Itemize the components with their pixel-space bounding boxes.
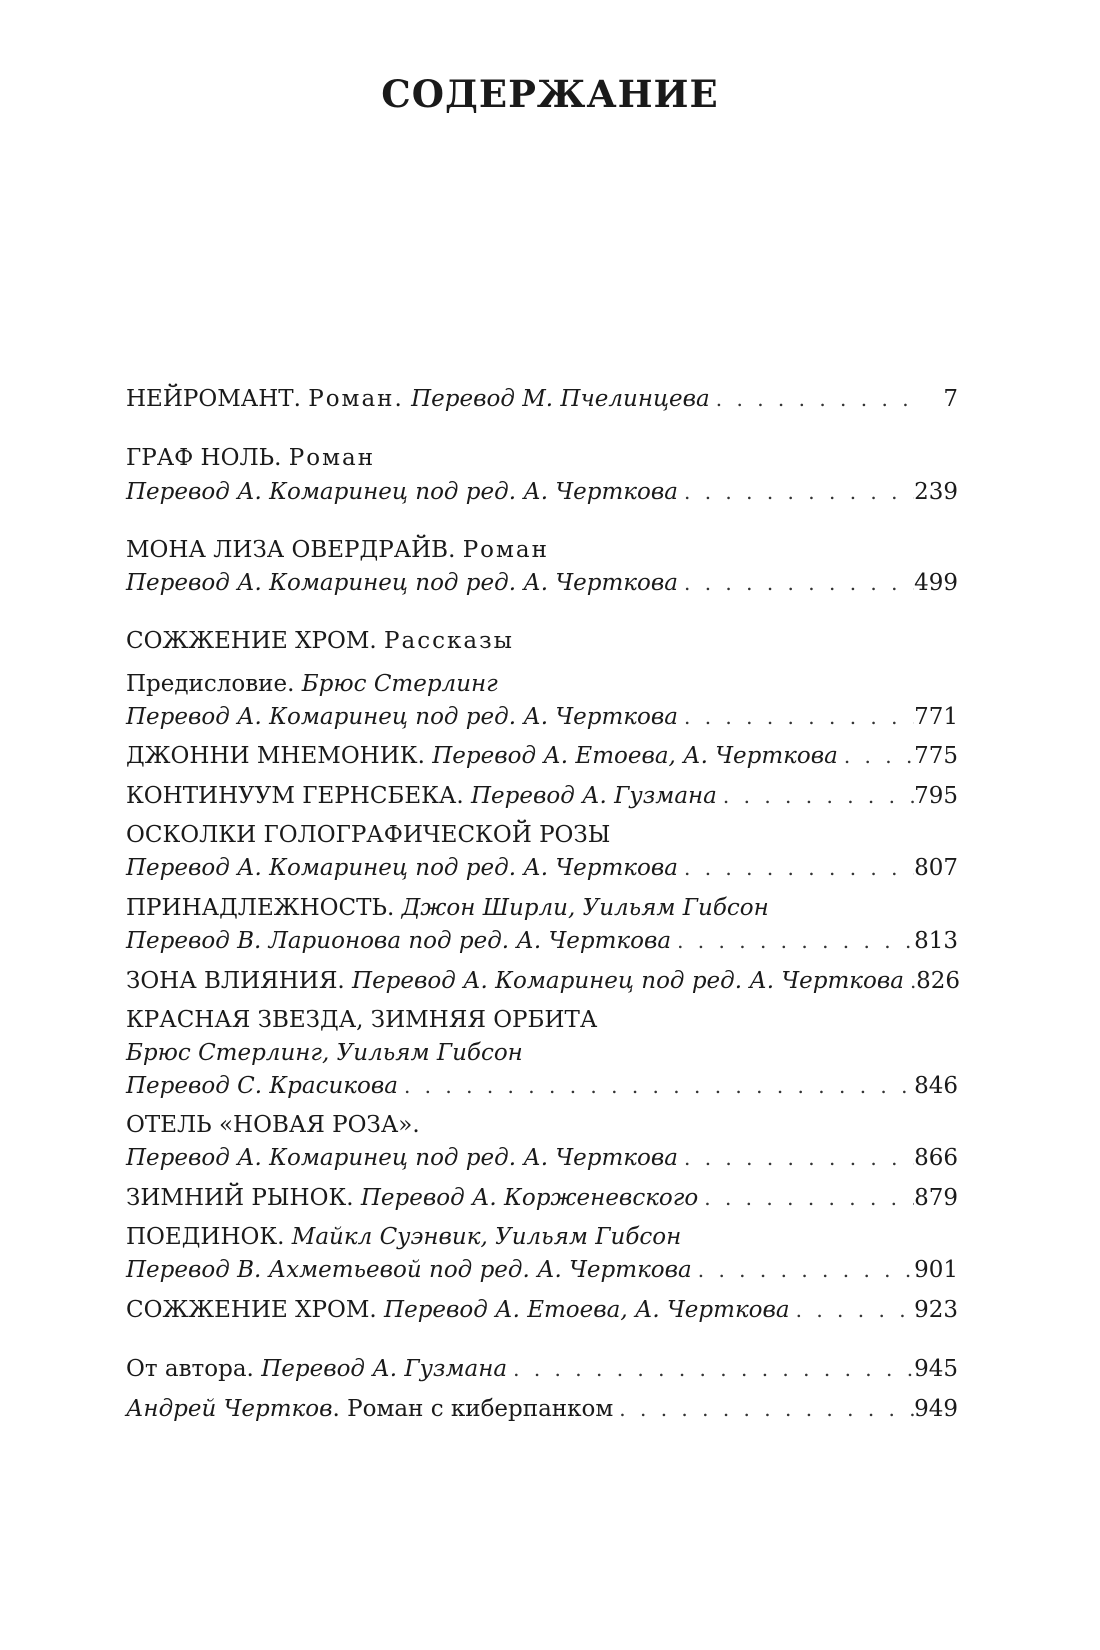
page-number: 7 (943, 386, 958, 412)
entry-translator: Перевод С. Красикова (126, 1073, 398, 1099)
toc-entry-burning-chrome[interactable] (126, 1294, 958, 1326)
page-number: 901 (914, 1257, 958, 1283)
toc-entry-count-zero[interactable] (126, 476, 958, 508)
dot-leader (710, 383, 914, 415)
dot-leader (613, 1393, 914, 1425)
toc-entry-heading (126, 1221, 958, 1253)
entry-title: Предисловие. (126, 671, 295, 697)
dot-leader (698, 1182, 914, 1214)
dot-leader (507, 1353, 914, 1385)
dot-leader (678, 701, 914, 733)
page-number: 866 (914, 1145, 958, 1171)
page-number: 923 (914, 1297, 958, 1323)
page-number: 826 (916, 968, 960, 994)
toc-entry-hologram-rose[interactable] (126, 852, 958, 884)
entry-title: НЕЙРОМАНТ. (126, 386, 301, 412)
dot-leader (398, 1070, 914, 1102)
entry-translator: Перевод А. Комаринец под ред. А. Черткова (126, 479, 678, 505)
entry-translator: Перевод А. Гузмана (470, 783, 717, 809)
dot-leader (678, 476, 914, 508)
entry-kind: Роман (462, 537, 549, 563)
toc-entry-heading (126, 534, 958, 566)
page-title: СОДЕРЖАНИЕ (381, 72, 719, 116)
dot-leader (678, 1142, 914, 1174)
page-number: 795 (914, 783, 958, 809)
page-number: 239 (914, 479, 958, 505)
entry-title: СОЖЖЕНИЕ ХРОМ. (126, 628, 377, 654)
entry-author: Андрей Чертков (126, 1396, 333, 1422)
entry-title: СОЖЖЕНИЕ ХРОМ. (126, 1297, 377, 1323)
entry-translator: Перевод А. Комаринец под ред. А. Черткова (126, 1145, 678, 1171)
toc-entry-preface[interactable] (126, 701, 958, 733)
dot-leader (790, 1294, 914, 1326)
toc-entry-heading (126, 668, 958, 700)
toc-entry-heading (126, 442, 958, 474)
entry-translator: Перевод А. Корженевского (360, 1185, 699, 1211)
toc-entry-new-rose[interactable] (126, 1142, 958, 1174)
entry-author: Брюс Стерлинг (301, 671, 498, 697)
page-number: 949 (914, 1396, 958, 1422)
toc-entry-heading (126, 819, 958, 851)
toc-entry-heading (126, 892, 958, 924)
page-number: 807 (914, 855, 958, 881)
entry-translator: Перевод А. Комаринец под ред. А. Черткова (126, 855, 678, 881)
toc-entry-neuromancer[interactable] (126, 383, 958, 415)
toc-entry-heading (126, 1004, 958, 1036)
dot-leader (717, 780, 914, 812)
page-number: 499 (914, 570, 958, 596)
toc-entry-red-star[interactable] (126, 1070, 958, 1102)
entry-translator: Перевод А. Комаринец под ред. А. Черткова (352, 968, 904, 994)
dot-leader (904, 965, 916, 997)
dot-leader (692, 1254, 914, 1286)
entry-title: КОНТИНУУМ ГЕРНСБЕКА. (126, 783, 464, 809)
entry-translator: Перевод М. Пчелинцева (411, 386, 710, 412)
toc-entry-winter-market[interactable] (126, 1182, 958, 1214)
entry-translator: Перевод А. Комаринец под ред. А. Черткова (126, 704, 678, 730)
entry-translator: Перевод В. Ахметьевой под ред. А. Черткова (126, 1257, 692, 1283)
entry-title: КРАСНАЯ ЗВЕЗДА, ЗИМНЯЯ ОРБИТА (126, 1007, 598, 1033)
entry-title: ПОЕДИНОК. (126, 1224, 285, 1250)
toc-entry-afterword[interactable] (126, 1393, 958, 1425)
entry-translator: Перевод А. Етоева, А. Черткова (384, 1297, 790, 1323)
entry-title: МОНА ЛИЗА ОВЕРДРАЙВ. (126, 537, 456, 563)
dot-leader (671, 925, 914, 957)
entry-title: ЗИМНИЙ РЫНОК. (126, 1185, 354, 1211)
page-number: 775 (914, 743, 958, 769)
toc-entry-mona-lisa[interactable] (126, 567, 958, 599)
toc-entry-from-author[interactable] (126, 1353, 958, 1385)
toc-entry-heading (126, 1109, 958, 1141)
dot-leader (678, 852, 914, 884)
section-heading (126, 625, 958, 657)
toc-entry-zone[interactable] (126, 965, 958, 997)
dot-leader (838, 740, 914, 772)
toc-entry-author-line (126, 1037, 958, 1069)
entry-translator: Перевод В. Ларионова под ред. А. Черткова (126, 928, 672, 954)
entry-title: От автора. (126, 1356, 254, 1382)
entry-translator: Перевод А. Комаринец под ред. А. Черткова (126, 570, 678, 596)
entry-translator: Перевод А. Гузмана (261, 1356, 508, 1382)
entry-title: ОСКОЛКИ ГОЛОГРАФИЧЕСКОЙ РОЗЫ (126, 822, 611, 848)
entry-author: Джон Ширли, Уильям Гибсон (401, 895, 769, 921)
entry-author: Майкл Суэнвик, Уильям Гибсон (291, 1224, 682, 1250)
entry-kind: Рассказы (384, 628, 514, 654)
toc-entry-gernsback[interactable] (126, 780, 958, 812)
entry-translator: Перевод А. Етоева, А. Черткова (432, 743, 838, 769)
entry-title: ГРАФ НОЛЬ. (126, 445, 282, 471)
page-number: 771 (914, 704, 958, 730)
entry-kind: Роман (288, 445, 376, 471)
entry-title: ДЖОННИ МНЕМОНИК. (126, 743, 425, 769)
toc-entry-duel[interactable] (126, 1254, 958, 1286)
page-number: 846 (914, 1073, 958, 1099)
page-number: 813 (914, 928, 958, 954)
toc-entry-belonging[interactable] (126, 925, 958, 957)
entry-title: ПРИНАДЛЕЖНОСТЬ. (126, 895, 395, 921)
entry-kind: Роман. (308, 386, 404, 412)
entry-title: . Роман с киберпанком (332, 1396, 614, 1422)
entry-title: ЗОНА ВЛИЯНИЯ. (126, 968, 345, 994)
page-number: 945 (914, 1356, 958, 1382)
dot-leader (678, 567, 914, 599)
page-number: 879 (914, 1185, 958, 1211)
toc-entry-johnny[interactable] (126, 740, 958, 772)
entry-title: ОТЕЛЬ «НОВАЯ РОЗА». (126, 1112, 420, 1138)
entry-author: Брюс Стерлинг, Уильям Гибсон (126, 1040, 523, 1066)
